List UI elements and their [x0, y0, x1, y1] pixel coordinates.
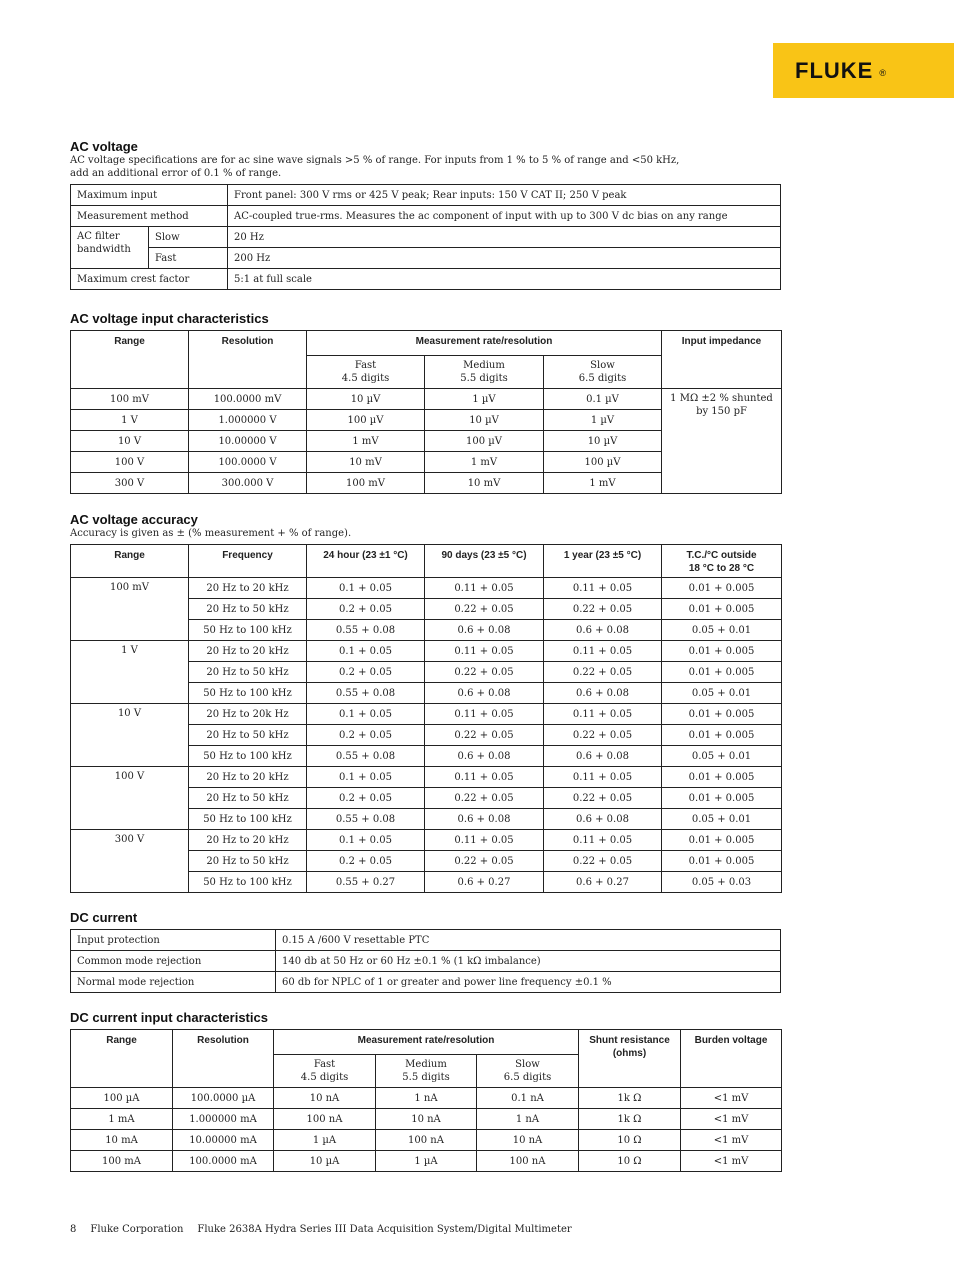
header-resolution: Resolution [173, 1030, 274, 1088]
ac-voltage-desc-2: add an additional error of 0.1 % of range. [70, 168, 282, 179]
table-cell: 100 mV [71, 389, 189, 410]
range-cell: 100 mV [71, 578, 189, 641]
spec-label: Normal mode rejection [71, 972, 276, 993]
ac-input-title: AC voltage input characteristics [70, 311, 269, 326]
table-cell: 20 Hz to 50 kHz [189, 851, 307, 872]
table-cell: 10.00000 mA [173, 1130, 274, 1151]
table-cell: 1.000000 V [189, 410, 307, 431]
table-cell: 0.05 + 0.01 [662, 620, 782, 641]
table-cell: 20 Hz to 50 kHz [189, 662, 307, 683]
table-cell: <1 mV [681, 1088, 782, 1109]
table-header-row [71, 331, 782, 356]
header-rate: Measurement rate/resolution [274, 1030, 579, 1055]
table-cell: 1 V [71, 410, 189, 431]
table-cell: 0.55 + 0.27 [307, 872, 425, 893]
ac-input-body [71, 389, 782, 494]
spec-sublabel: Fast [149, 248, 228, 269]
table-cell: 0.11 + 0.05 [544, 830, 662, 851]
table-cell: 0.11 + 0.05 [544, 704, 662, 725]
table-cell: 20 Hz to 20 kHz [189, 578, 307, 599]
header-shunt-resistance: Shunt resistance (ohms) [579, 1030, 681, 1088]
table-cell: 0.22 + 0.05 [425, 662, 544, 683]
spec-value: 20 Hz [228, 227, 781, 248]
table-cell: 1 mV [544, 473, 662, 494]
table-row [71, 185, 781, 206]
table-cell: 0.1 + 0.05 [307, 578, 425, 599]
table-cell: 100 µV [307, 410, 425, 431]
ac-accuracy-table [70, 544, 782, 893]
header-frequency: Frequency [189, 545, 307, 578]
range-cell: 1 V [71, 641, 189, 704]
table-row [71, 269, 781, 290]
table-cell: 50 Hz to 100 kHz [189, 620, 307, 641]
dc-input-table [70, 1029, 782, 1172]
table-row [71, 1088, 782, 1109]
table-cell: 0.55 + 0.08 [307, 746, 425, 767]
table-cell: 10 mV [307, 452, 425, 473]
table-cell: 10 µV [307, 389, 425, 410]
table-row [71, 641, 782, 662]
header-range: Range [71, 545, 189, 578]
table-cell: 0.01 + 0.005 [662, 704, 782, 725]
footer-document: Fluke 2638A Hydra Series III Data Acquisition System/Digital Multimeter [197, 1224, 572, 1235]
table-header-row [71, 1030, 782, 1055]
fluke-logo [773, 43, 954, 98]
subheader-medium: Medium 5.5 digits [376, 1055, 477, 1088]
ac-voltage-spec-table [70, 184, 781, 290]
table-row [71, 389, 782, 410]
table-row [71, 704, 782, 725]
spec-value: 0.15 A /600 V resettable PTC [276, 930, 781, 951]
table-cell: 0.6 + 0.08 [425, 746, 544, 767]
dc-input-body [71, 1088, 782, 1172]
table-cell: 0.2 + 0.05 [307, 662, 425, 683]
table-row [71, 767, 782, 788]
table-cell: 0.6 + 0.08 [544, 683, 662, 704]
table-cell: 0.22 + 0.05 [544, 851, 662, 872]
header-range: Range [71, 1030, 173, 1088]
table-cell: 0.05 + 0.01 [662, 809, 782, 830]
table-cell: 0.2 + 0.05 [307, 725, 425, 746]
table-cell: 0.11 + 0.05 [544, 767, 662, 788]
table-cell: 0.11 + 0.05 [544, 578, 662, 599]
table-cell: 0.6 + 0.08 [544, 746, 662, 767]
table-cell: 1k Ω [579, 1109, 681, 1130]
table-cell: 1k Ω [579, 1088, 681, 1109]
table-cell: 0.11 + 0.05 [544, 641, 662, 662]
header-1-year: 1 year (23 ±5 °C) [544, 545, 662, 578]
table-cell: 0.22 + 0.05 [425, 725, 544, 746]
header-range: Range [71, 331, 189, 389]
table-cell: 0.22 + 0.05 [425, 851, 544, 872]
table-row [71, 206, 781, 227]
table-cell: 1 nA [477, 1109, 579, 1130]
table-row [71, 830, 782, 851]
table-cell: 50 Hz to 100 kHz [189, 746, 307, 767]
header-impedance: Input impedance [662, 331, 782, 389]
table-cell: 0.2 + 0.05 [307, 851, 425, 872]
table-cell: 10 mA [71, 1130, 173, 1151]
table-row [71, 248, 781, 269]
spec-label: Maximum crest factor [71, 269, 228, 290]
ac-accuracy-title: AC voltage accuracy [70, 512, 198, 527]
table-cell: 1 µA [274, 1130, 376, 1151]
table-cell: 0.6 + 0.08 [425, 809, 544, 830]
table-cell: 0.01 + 0.005 [662, 599, 782, 620]
table-cell: 100.0000 mA [173, 1151, 274, 1172]
table-row [71, 227, 781, 248]
subheader-slow: Slow 6.5 digits [544, 356, 662, 389]
table-cell: 0.11 + 0.05 [425, 704, 544, 725]
table-cell: 0.05 + 0.01 [662, 683, 782, 704]
spec-label: Measurement method [71, 206, 228, 227]
table-cell: 100 nA [477, 1151, 579, 1172]
spec-value: 5:1 at full scale [228, 269, 781, 290]
spec-label [71, 227, 149, 269]
table-row [71, 1151, 782, 1172]
table-cell: 0.55 + 0.08 [307, 620, 425, 641]
logo-registered-mark: ® [879, 67, 886, 78]
table-cell: 10 nA [274, 1088, 376, 1109]
header-90-days: 90 days (23 ±5 °C) [425, 545, 544, 578]
header-temp-coefficient: T.C./°C outside 18 °C to 28 °C [662, 545, 782, 578]
spec-value: Front panel: 300 V rms or 425 V peak; Rear inputs: 150 V CAT II; 250 V peak [228, 185, 781, 206]
table-cell: <1 mV [681, 1130, 782, 1151]
table-cell: 0.1 µV [544, 389, 662, 410]
table-cell: 0.01 + 0.005 [662, 851, 782, 872]
table-cell: 0.1 + 0.05 [307, 641, 425, 662]
table-cell: 0.05 + 0.03 [662, 872, 782, 893]
table-cell: 0.01 + 0.005 [662, 767, 782, 788]
spec-value: AC-coupled true-rms. Measures the ac component of input with up to 300 V dc bias on any range [228, 206, 781, 227]
spec-sublabel: Slow [149, 227, 228, 248]
table-cell: 300.000 V [189, 473, 307, 494]
table-header-row [71, 545, 782, 578]
table-cell: 10 V [71, 431, 189, 452]
table-cell: 100.0000 µA [173, 1088, 274, 1109]
input-impedance-cell [662, 389, 782, 494]
table-cell: 0.1 nA [477, 1088, 579, 1109]
ac-accuracy-desc: Accuracy is given as ± (% measurement + % of range). [70, 528, 352, 539]
table-cell: 1 mA [71, 1109, 173, 1130]
table-cell: 20 Hz to 50 kHz [189, 788, 307, 809]
table-cell: 0.6 + 0.27 [544, 872, 662, 893]
table-cell: 0.1 + 0.05 [307, 830, 425, 851]
table-cell: 100 nA [274, 1109, 376, 1130]
spec-label: Maximum input [71, 185, 228, 206]
table-row [71, 972, 781, 993]
table-cell: 0.55 + 0.08 [307, 809, 425, 830]
table-cell: 0.1 + 0.05 [307, 704, 425, 725]
range-cell: 10 V [71, 704, 189, 767]
table-cell: 0.6 + 0.08 [544, 620, 662, 641]
table-cell: 10 µV [425, 410, 544, 431]
header-rate: Measurement rate/resolution [307, 331, 662, 356]
footer-company: Fluke Corporation [90, 1224, 184, 1235]
table-cell: 50 Hz to 100 kHz [189, 809, 307, 830]
table-cell: 0.01 + 0.005 [662, 662, 782, 683]
table-cell: 0.01 + 0.005 [662, 725, 782, 746]
dc-current-title: DC current [70, 910, 138, 925]
table-cell: 0.11 + 0.05 [425, 767, 544, 788]
table-cell: 10 nA [477, 1130, 579, 1151]
ac-voltage-title: AC voltage [70, 139, 138, 154]
spec-value: 200 Hz [228, 248, 781, 269]
page-number: 8 [70, 1224, 77, 1235]
table-cell: 20 Hz to 20 kHz [189, 767, 307, 788]
table-cell: 300 V [71, 473, 189, 494]
table-cell: 0.01 + 0.005 [662, 578, 782, 599]
table-cell: 0.22 + 0.05 [425, 788, 544, 809]
spec-label: Common mode rejection [71, 951, 276, 972]
table-cell: 20 Hz to 20 kHz [189, 641, 307, 662]
table-row [71, 1130, 782, 1151]
table-cell: 50 Hz to 100 kHz [189, 683, 307, 704]
subheader-fast: Fast 4.5 digits [274, 1055, 376, 1088]
table-cell: 100 mA [71, 1151, 173, 1172]
table-cell: 0.6 + 0.08 [425, 683, 544, 704]
subheader-fast: Fast 4.5 digits [307, 356, 425, 389]
table-cell: 100.0000 mV [189, 389, 307, 410]
table-cell: 0.22 + 0.05 [544, 788, 662, 809]
table-cell: 0.2 + 0.05 [307, 788, 425, 809]
table-cell: 100 µV [544, 452, 662, 473]
table-cell: 0.05 + 0.01 [662, 746, 782, 767]
table-cell: 20 Hz to 20k Hz [189, 704, 307, 725]
table-cell: <1 mV [681, 1151, 782, 1172]
table-cell: 0.22 + 0.05 [544, 662, 662, 683]
spec-value: 60 db for NPLC of 1 or greater and power line frequency ±0.1 % [276, 972, 781, 993]
ac-voltage-desc-1: AC voltage specifications are for ac sine wave signals >5 % of range. For inputs from 1 % to 5 % of range and <50 kHz, [70, 155, 680, 166]
table-cell: 0.1 + 0.05 [307, 767, 425, 788]
table-cell: 20 Hz to 20 kHz [189, 830, 307, 851]
table-row [71, 1109, 782, 1130]
table-cell: 0.11 + 0.05 [425, 830, 544, 851]
table-cell: 10 mV [425, 473, 544, 494]
table-cell: 1 nA [376, 1088, 477, 1109]
dc-current-spec-table [70, 929, 781, 993]
table-cell: 100 nA [376, 1130, 477, 1151]
filter-label-line-1: AC filter [77, 231, 120, 242]
table-row [71, 951, 781, 972]
table-cell: 0.6 + 0.08 [544, 809, 662, 830]
spec-label: Input protection [71, 930, 276, 951]
table-cell: 1 mV [307, 431, 425, 452]
table-cell: 1 µV [544, 410, 662, 431]
table-cell: 10.00000 V [189, 431, 307, 452]
page-footer [70, 1224, 586, 1235]
table-cell: 100 µA [71, 1088, 173, 1109]
table-cell: 100 µV [425, 431, 544, 452]
table-cell: 1 µV [425, 389, 544, 410]
table-cell: <1 mV [681, 1109, 782, 1130]
table-cell: 0.6 + 0.27 [425, 872, 544, 893]
header-burden-voltage: Burden voltage [681, 1030, 782, 1088]
table-cell: 0.2 + 0.05 [307, 599, 425, 620]
table-cell: 0.01 + 0.005 [662, 641, 782, 662]
table-cell: 0.55 + 0.08 [307, 683, 425, 704]
table-cell: 10 nA [376, 1109, 477, 1130]
subheader-medium: Medium 5.5 digits [425, 356, 544, 389]
table-cell: 20 Hz to 50 kHz [189, 599, 307, 620]
page-content [70, 139, 782, 1172]
logo-text: FLUKE [795, 57, 874, 83]
table-cell: 50 Hz to 100 kHz [189, 872, 307, 893]
table-cell: 100.0000 V [189, 452, 307, 473]
table-cell: 0.01 + 0.005 [662, 830, 782, 851]
spec-value: 140 db at 50 Hz or 60 Hz ±0.1 % (1 kΩ imbalance) [276, 951, 781, 972]
table-cell: 1 mV [425, 452, 544, 473]
table-cell: 10 µA [274, 1151, 376, 1172]
table-cell: 0.6 + 0.08 [425, 620, 544, 641]
filter-label-line-2: bandwidth [77, 244, 131, 255]
table-row [71, 578, 782, 599]
table-cell: 0.22 + 0.05 [425, 599, 544, 620]
impedance-line-1: 1 MΩ ±2 % shunted [670, 393, 773, 404]
table-cell: 10 Ω [579, 1151, 681, 1172]
table-cell: 0.22 + 0.05 [544, 725, 662, 746]
table-cell: 10 µV [544, 431, 662, 452]
table-cell: 100 V [71, 452, 189, 473]
header-resolution: Resolution [189, 331, 307, 389]
subheader-slow: Slow 6.5 digits [477, 1055, 579, 1088]
header-24-hour: 24 hour (23 ±1 °C) [307, 545, 425, 578]
ac-input-table [70, 330, 782, 494]
range-cell: 100 V [71, 767, 189, 830]
table-cell: 0.11 + 0.05 [425, 578, 544, 599]
table-cell: 1.000000 mA [173, 1109, 274, 1130]
table-cell: 0.11 + 0.05 [425, 641, 544, 662]
table-cell: 100 mV [307, 473, 425, 494]
ac-accuracy-body [71, 578, 782, 893]
table-row [71, 930, 781, 951]
table-cell: 0.22 + 0.05 [544, 599, 662, 620]
impedance-line-2: by 150 pF [696, 406, 747, 417]
range-cell: 300 V [71, 830, 189, 893]
dc-input-title: DC current input characteristics [70, 1010, 268, 1025]
table-cell: 20 Hz to 50 kHz [189, 725, 307, 746]
table-cell: 1 µA [376, 1151, 477, 1172]
table-cell: 10 Ω [579, 1130, 681, 1151]
table-cell: 0.01 + 0.005 [662, 788, 782, 809]
